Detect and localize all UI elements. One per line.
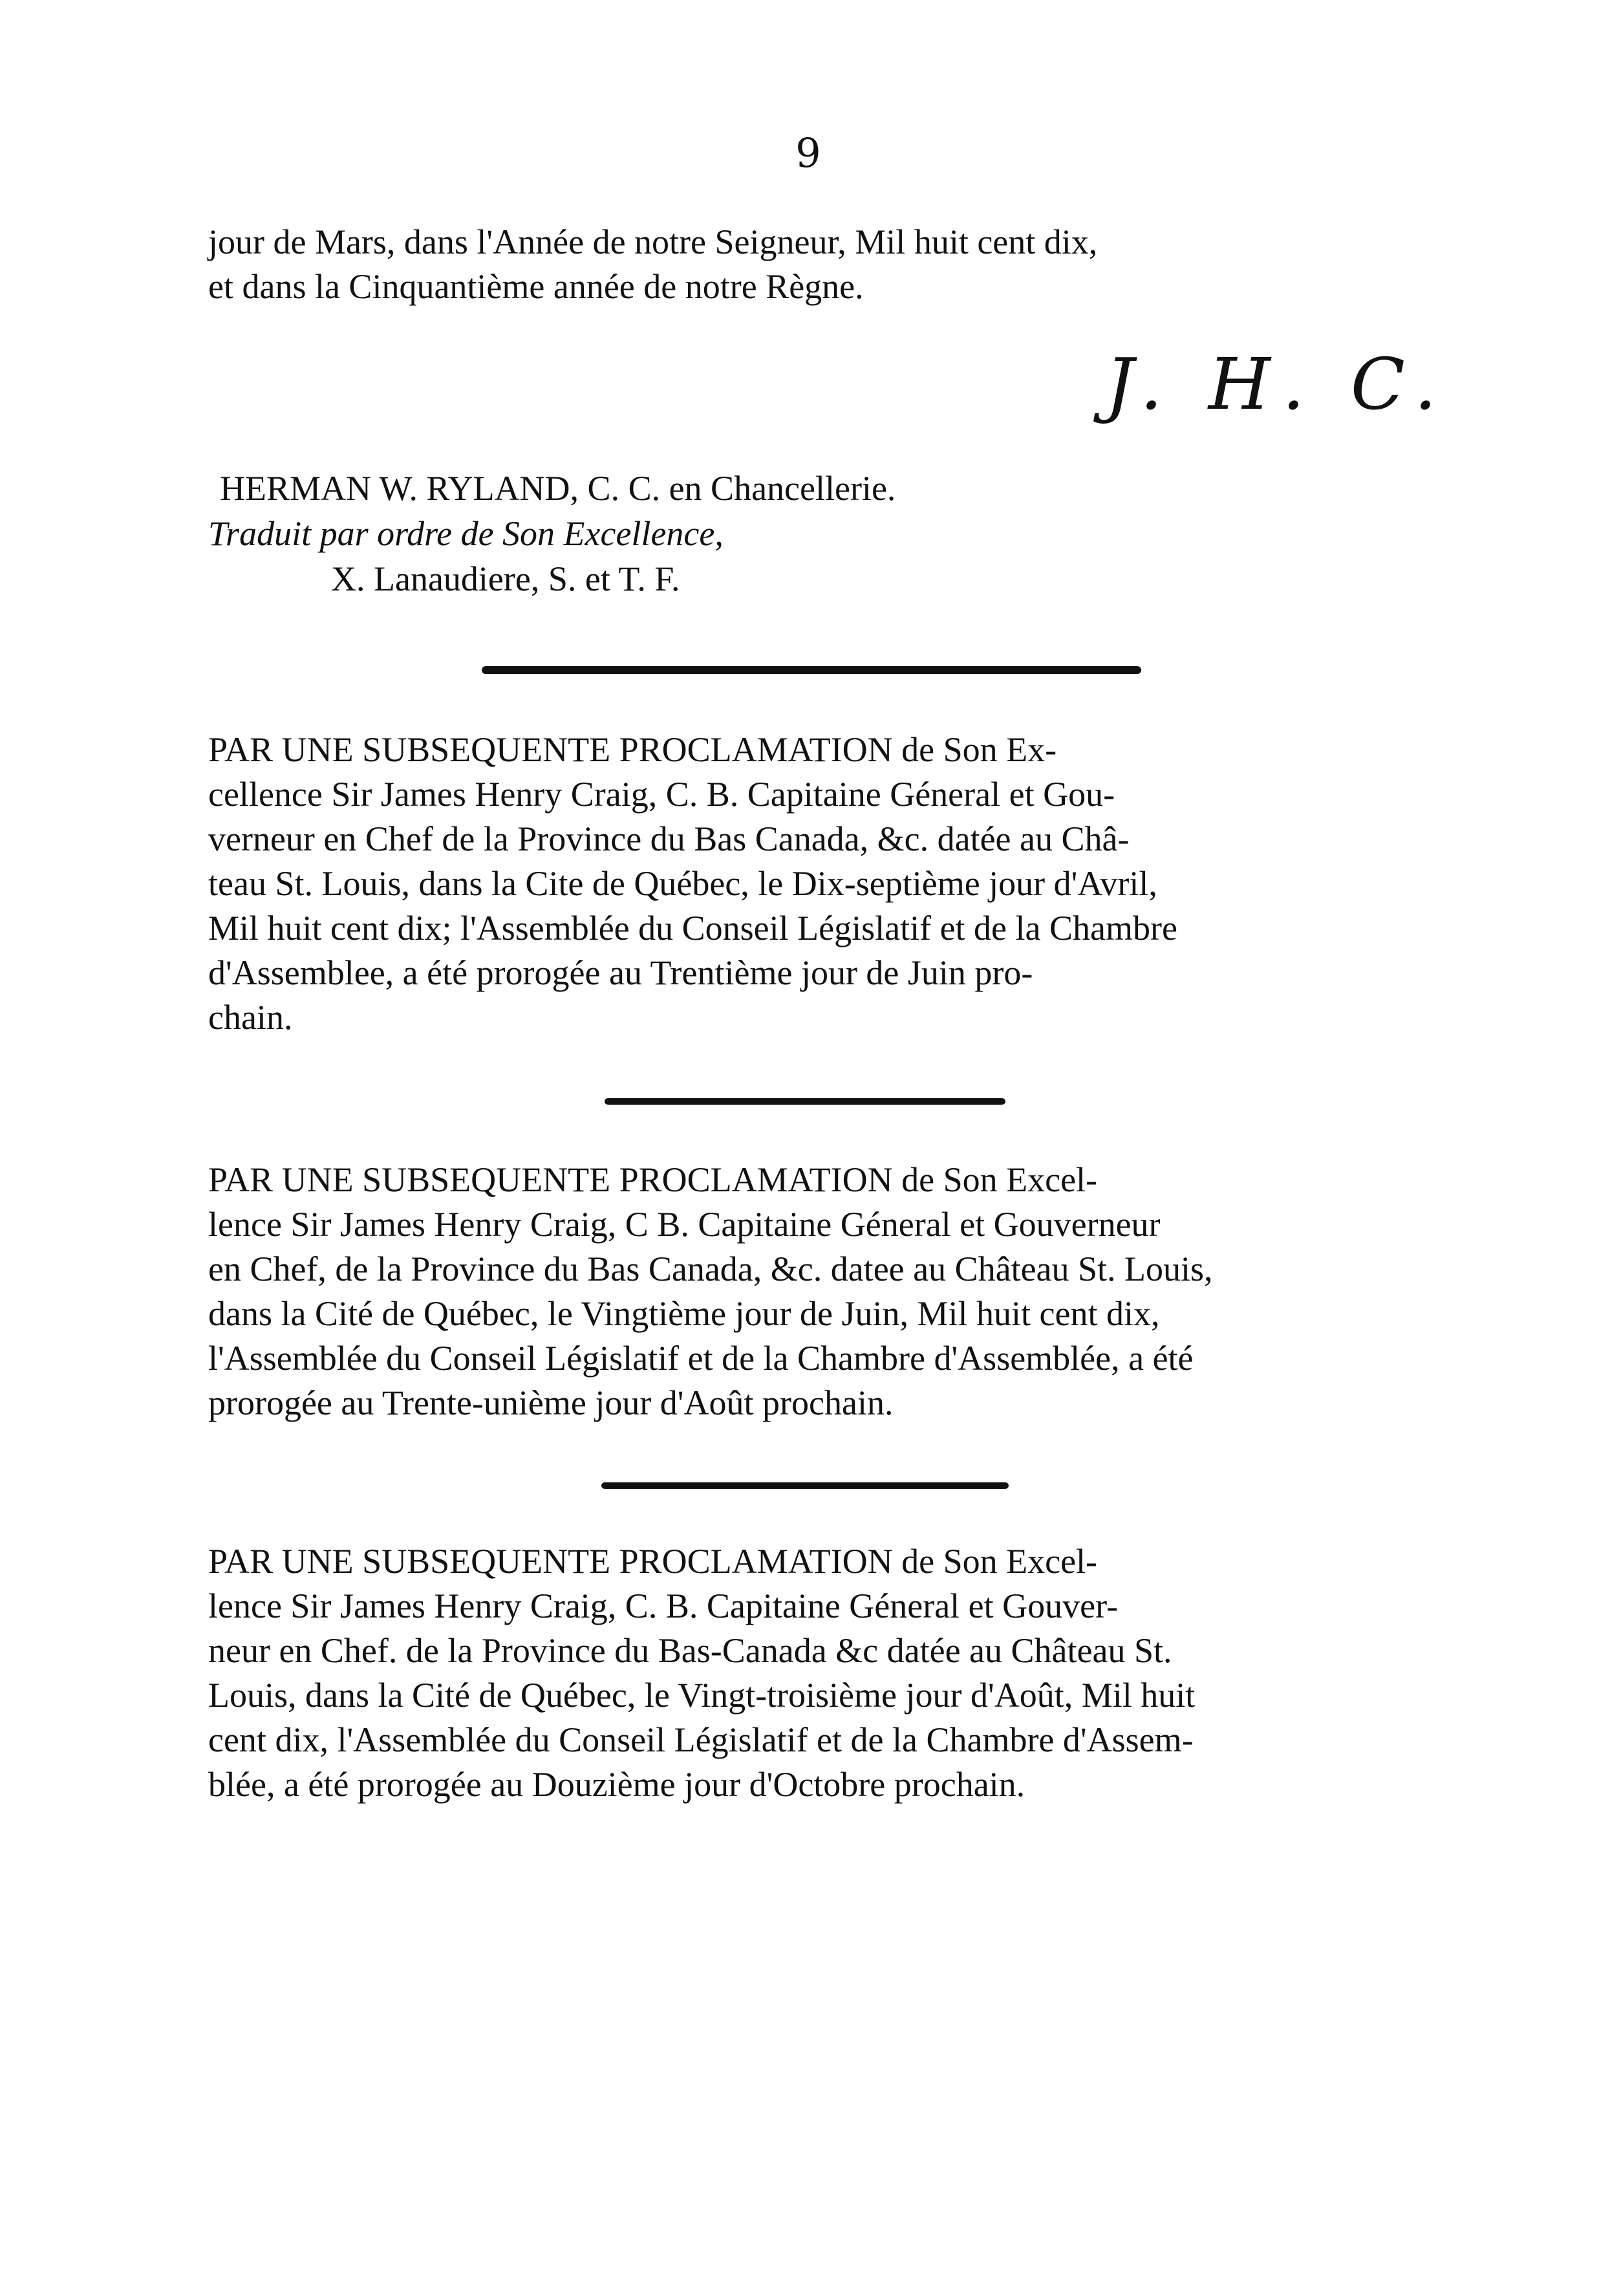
text-line: PAR UNE SUBSEQUENTE PROCLAMATION de Son Ex- [208, 730, 1057, 769]
text-line: jour de Mars, dans l'Année de notre Seigneur, Mil huit cent dix, [208, 222, 1098, 261]
page-number: 9 [795, 129, 821, 177]
text-line: chain. [208, 998, 293, 1037]
text-line: cellence Sir James Henry Craig, C. B. Capitaine Géneral et Gou- [208, 775, 1115, 814]
text-line: et dans la Cinquantième année de notre Règne. [208, 267, 864, 306]
text-line: verneur en Chef de la Province du Bas Canada, &c. datée au Châ- [208, 819, 1130, 858]
text-line: en Chef, de la Province du Bas Canada, &c. datee au Château St. Louis, [208, 1250, 1213, 1288]
text-line: Mil huit cent dix; l'Assemblée du Conseil Législatif et de la Chambre [208, 909, 1177, 948]
text-line: l'Assemblée du Conseil Législatif et de la Chambre d'Assemblée, a été [208, 1339, 1194, 1378]
text-line: d'Assemblee, a été prorogée au Trentième jour de Juin pro- [208, 953, 1033, 992]
text-line: PAR UNE SUBSEQUENTE PROCLAMATION de Son Excel- [208, 1160, 1098, 1199]
translator-name: X. Lanaudiere, S. et T. F. [331, 559, 680, 598]
signature-block [208, 466, 1437, 601]
text-line: Louis, dans la Cité de Québec, le Vingt-troisième jour d'Août, Mil huit [208, 1676, 1196, 1715]
translation-note: Traduit par ordre de Son Excellence, [208, 514, 724, 553]
signatory-name: HERMAN W. RYLAND, C. C. en Chancellerie. [220, 469, 896, 508]
section-divider [601, 1482, 1009, 1489]
text-line: prorogée au Trente-unième jour d'Août prochain. [208, 1383, 894, 1422]
text-line: PAR UNE SUBSEQUENTE PROCLAMATION de Son Excel- [208, 1542, 1098, 1581]
intro-paragraph [208, 220, 1437, 309]
proclamation-paragraph-3 [208, 1539, 1437, 1807]
section-divider [605, 1098, 1005, 1105]
text-line: blée, a été prorogée au Douzième jour d'Octobre prochain. [208, 1765, 1025, 1804]
proclamation-paragraph-1 [208, 728, 1437, 1040]
section-divider [482, 666, 1141, 674]
text-line: neur en Chef. de la Province du Bas-Canada &c datée au Château St. [208, 1631, 1172, 1670]
proclamation-paragraph-2 [208, 1158, 1437, 1425]
text-line: lence Sir James Henry Craig, C B. Capitaine Géneral et Gouverneur [208, 1205, 1161, 1244]
text-line: cent dix, l'Assemblée du Conseil Législatif et de la Chambre d'Assem- [208, 1720, 1194, 1759]
text-line: teau St. Louis, dans la Cite de Québec, le Dix-septième jour d'Avril, [208, 864, 1157, 903]
royal-initials: J. H. C. [1105, 343, 1448, 426]
text-line: lence Sir James Henry Craig, C. B. Capitaine Géneral et Gouver- [208, 1587, 1118, 1625]
text-line: dans la Cité de Québec, le Vingtième jour de Juin, Mil huit cent dix, [208, 1294, 1160, 1333]
